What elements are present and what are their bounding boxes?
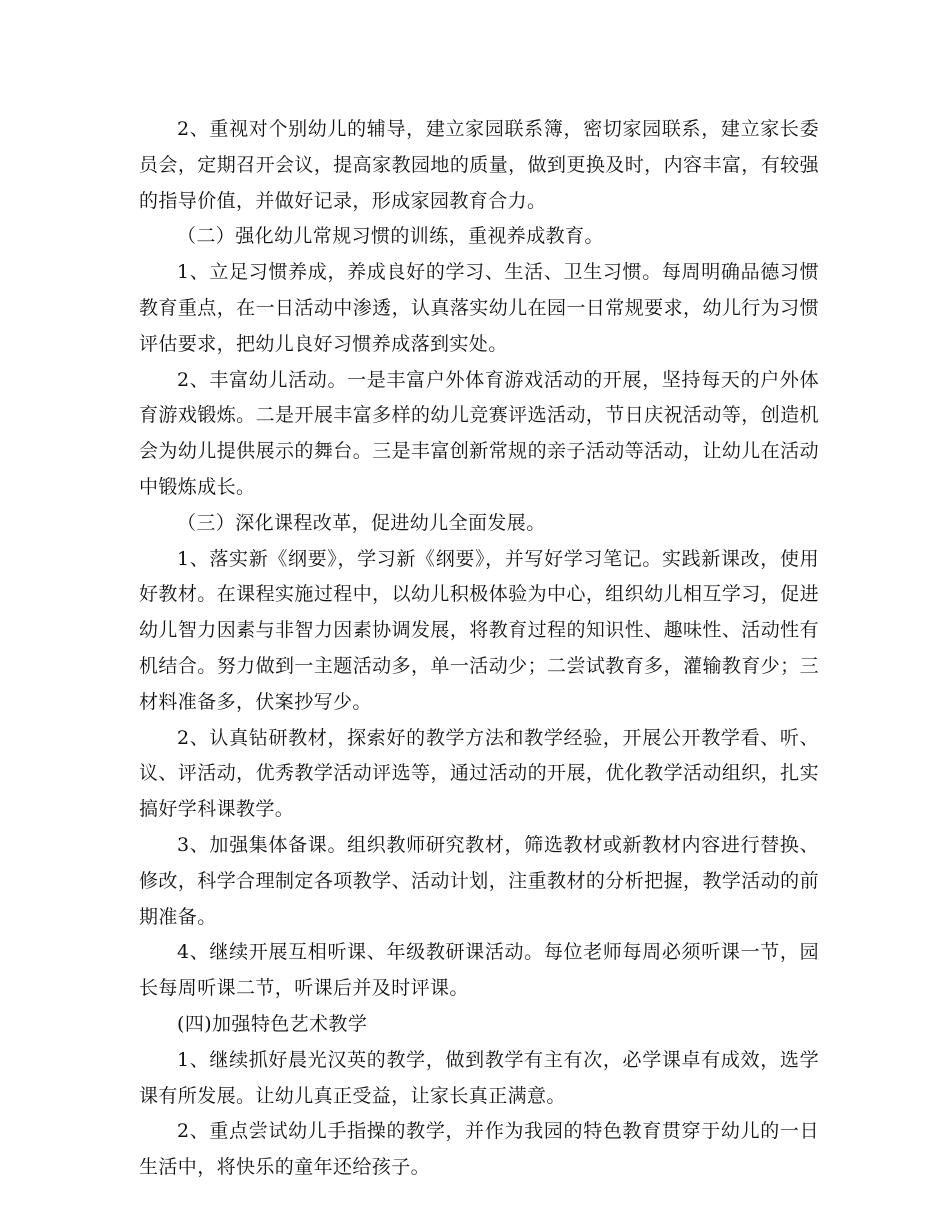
section-heading-routine-habits: （二）强化幼儿常规习惯的训练，重视养成教育。 — [177, 225, 604, 248]
section-heading-art-teaching: (四)加强特色艺术教学 — [177, 1012, 368, 1035]
paragraph-study-materials: 2、认真钻研教材，探索好的教学方法和教学经验，开展公开教学看、听、议、评活动，优秀教学活动评选等，通过活动的开展，优化教学活动组织，扎实搞好学科课教学。 — [139, 726, 819, 821]
section-heading-curriculum-reform: （三）深化课程改革，促进幼儿全面发展。 — [177, 511, 546, 534]
paragraph-habit-formation: 1、立足习惯养成，养成良好的学习、生活、卫生习惯。每周明确品德习惯教育重点，在一日活动中渗透，认真落实幼儿在园一日常规要求，幼儿行为习惯评估要求，把幼儿良好习惯养成落到实处。 — [139, 261, 819, 355]
paragraph-implement-guidelines: 1、落实新《纲要》，学习新《纲要》，并写好学习笔记。实践新课改，使用好教材。在课程实施过程中，以幼儿积极体验为中心，组织幼儿相互学习，促进幼儿智力因素与非智力因素协调发展，将教育过程的知识性、趣味性、活动性有机结合。努力做到一主题活动多，单一活动少；二尝试教育多，灌输教育少；三材料准备多，伏案抄写少。 — [139, 547, 819, 713]
paragraph-enrich-activities: 2、丰富幼儿活动。一是丰富户外体育游戏活动的开展，坚持每天的户外体育游戏锻炼。二是开展丰富多样的幼儿竞赛评选活动，节日庆祝活动等，创造机会为幼儿提供展示的舞台。三是丰富创新常规的亲子活动等活动，让幼儿在活动中锻炼成长。 — [139, 368, 819, 498]
paragraph-home-school-contact: 2、重视对个别幼儿的辅导，建立家园联系簿，密切家园联系，建立家长委员会，定期召开会议，提高家教园地的质量，做到更换及时，内容丰富，有较强的指导价值，并做好记录，形成家园教育合力。 — [139, 118, 819, 212]
paragraph-chinese-english-teaching: 1、继续抓好晨光汉英的教学，做到教学有主有次，必学课卓有成效，选学课有所发展。让幼儿真正受益，让家长真正满意。 — [139, 1048, 819, 1107]
paragraph-lesson-observation: 4、继续开展互相听课、年级教研课活动。每位老师每周必须听课一节，园长每周听课二节，听课后并及时评课。 — [139, 941, 819, 1000]
paragraph-finger-exercises: 2、重点尝试幼儿手指操的教学，并作为我园的特色教育贯穿于幼儿的一日生活中，将快乐的童年还给孩子。 — [139, 1120, 819, 1179]
paragraph-collective-lesson-prep: 3、加强集体备课。组织教师研究教材，筛选教材或新教材内容进行替换、修改，科学合理制定各项教学、活动计划，注重教材的分析把握，教学活动的前期准备。 — [139, 833, 819, 928]
document-body — [139, 112, 819, 1186]
